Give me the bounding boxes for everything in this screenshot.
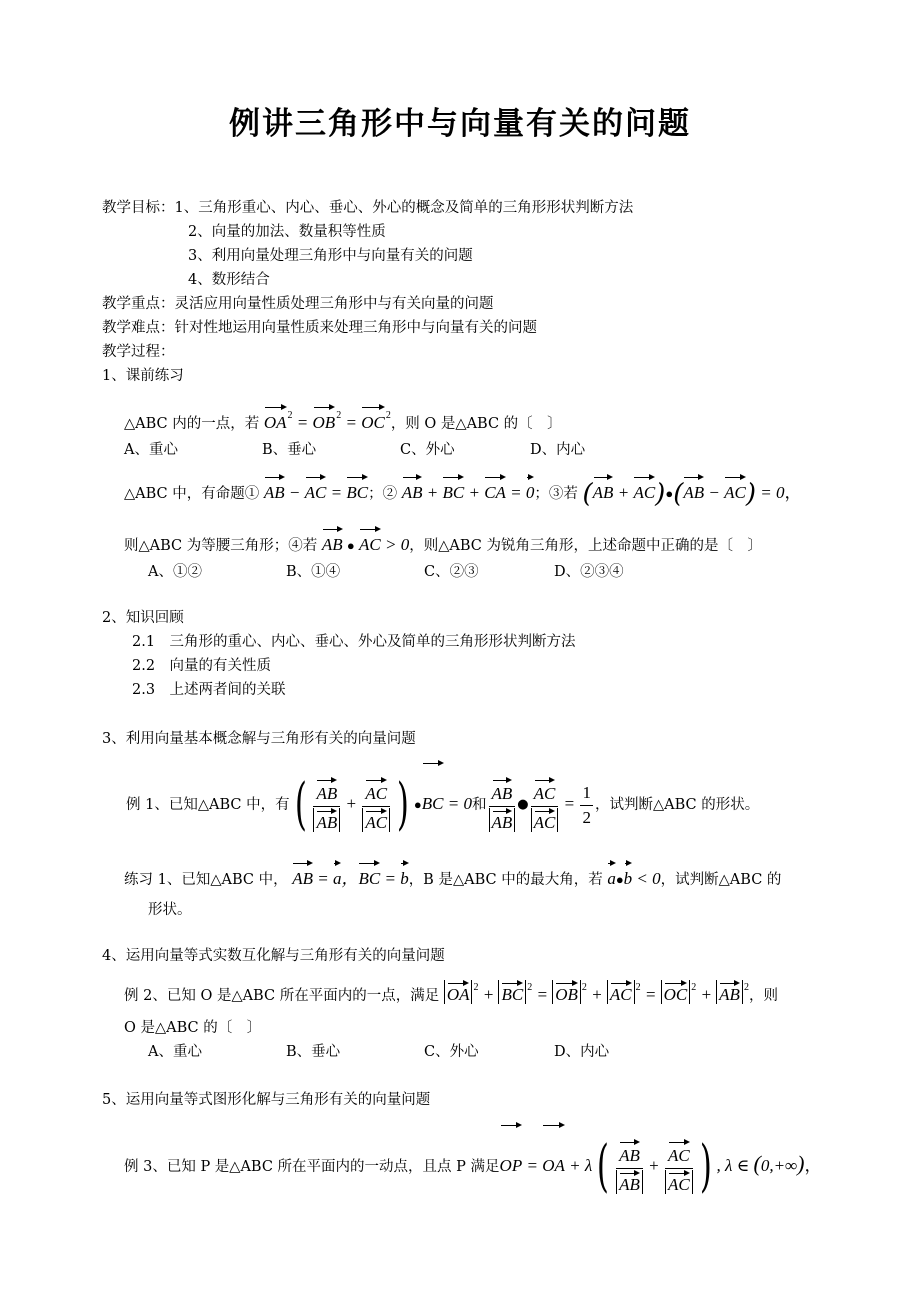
example-1: 例 1、已知△ABC 中，有( $\frac{AB}{AB}$ + $\frac{AC}{AC}$ ) ●BC = 0和 $\frac{AB}{AB}$ ● $\frac{AC}{AC}$ = $\frac{1}{2}$ ，试判断△ABC 的形状。 [126, 760, 759, 836]
ex2-formula: OA $^2$ + BC $^2$ = OB $^2$ + AC $^2$ = OC $^2$ + AB $^2$ [444, 985, 749, 1004]
q2-text-pre: △ABC 中，有命题① [124, 486, 260, 502]
pr1-text-post: ，试判断△ABC 的 [660, 872, 782, 888]
objective-item-1: 1、三角形重心、内心、垂心、外心的概念及简单的三角形形状判断方法 [174, 200, 634, 216]
pr1-formula-2: a●b < 0 [607, 869, 660, 888]
ex3-text-pre: 例 3、已知 P 是△ABC 所在平面内的一动点，且点 P 满足 [124, 1159, 500, 1175]
question-2-line-2 [124, 526, 762, 559]
q1-option-d: D、内心 [530, 442, 586, 458]
section-5-heading: 5、运用向量等式图形化解与三角形有关的向量问题 [102, 1092, 431, 1108]
q1-option-a: A、重心 [124, 442, 178, 458]
ex2-text-post: ，则 [748, 988, 778, 1004]
q1-option-b: B、垂心 [262, 442, 317, 458]
practice-1-line-2: 形状。 [148, 902, 192, 918]
ex2-option-c: C、外心 [424, 1044, 479, 1060]
ex1-text-pre: 例 1、已知△ABC 中，有 [126, 797, 290, 813]
q2-prop-1: AB − AC = BC [264, 483, 368, 502]
difficulty-point: 教学难点：针对性地运用向量性质来处理三角形中与向量有关的问题 [102, 320, 537, 336]
q1-text-post: ，则 O 是△ABC 的〔 〕 [390, 416, 562, 432]
review-item-2: 2.2 向量的有关性质 [132, 658, 272, 674]
example-2-line-2: O 是△ABC 的〔 〕 [124, 1020, 262, 1036]
q2-option-d: D、②③④ [554, 564, 624, 580]
ex1-text-and: 和 [472, 797, 487, 813]
objective-item-3: 3、利用向量处理三角形中与向量有关的问题 [188, 248, 473, 264]
section-1-heading: 1、课前练习 [102, 368, 184, 384]
section-4-heading: 4、运用向量等式实数互化解与三角形有关的向量问题 [102, 948, 445, 964]
q1-option-c: C、外心 [400, 442, 455, 458]
question-2-line-1: △ABC 中，有命题① AB − AC = BC；② AB + BC + CA = 0；③若 (AB + AC)●(AB − AC) = 0， [124, 474, 801, 507]
q2-option-b: B、①④ [286, 564, 341, 580]
process-label: 教学过程： [102, 344, 175, 360]
q2-text-mid2: ；③若 [534, 486, 578, 502]
q2-prop-3: (AB + AC)●(AB − AC) = 0 [583, 483, 785, 502]
q2-prop-4: AB ● AC > 0 [322, 535, 409, 554]
example-2-line-1 [124, 980, 778, 1011]
practice-1-line-1 [124, 860, 781, 893]
key-point: 教学重点：灵活应用向量性质处理三角形中与有关向量的问题 [102, 296, 494, 312]
q1-formula: $OA^2 = OB^2 = OC^2$ [264, 413, 391, 432]
ex2-option-b: B、垂心 [286, 1044, 341, 1060]
q2-prop-2: AB + BC + CA = 0 [402, 483, 535, 502]
q2-line2-post: ，则△ABC 为锐角三角形，上述命题中正确的是〔 〕 [409, 538, 762, 554]
q1-text-pre: △ABC 内的一点，若 [124, 416, 260, 432]
review-item-3: 2.3 上述两者间的关联 [132, 682, 286, 698]
pr1-formula-1: AB = a，BC = b [292, 869, 408, 888]
example-3: 例 3、已知 P 是△ABC 所在平面内的一动点，且点 P 满足OP = OA + λ( $\frac{AB}{AB}$ + $\frac{AC}{AC}$ ) , λ ∈ (0,+∞)， [124, 1122, 822, 1198]
objectives-line-1 [102, 198, 633, 218]
document-title: 例讲三角形中与向量有关的问题 [229, 106, 691, 142]
review-item-1: 2.1 三角形的重心、内心、垂心、外心及简单的三角形形状判断方法 [132, 634, 576, 650]
ex2-option-a: A、重心 [148, 1044, 202, 1060]
ex2-option-d: D、内心 [554, 1044, 610, 1060]
question-1 [124, 404, 562, 439]
ex2-text-pre: 例 2、已知 O 是△ABC 所在平面内的一点，满足 [124, 988, 440, 1004]
objective-item-2: 2、向量的加法、数量积等性质 [188, 224, 386, 240]
section-3-heading: 3、利用向量基本概念解与三角形有关的向量问题 [102, 731, 416, 747]
objective-item-4: 4、数形结合 [188, 272, 270, 288]
pr1-text-pre: 练习 1、已知△ABC 中， [124, 872, 288, 888]
pr1-text-mid: ，B 是△ABC 中的最大角，若 [408, 872, 603, 888]
section-2-heading: 2、知识回顾 [102, 610, 184, 626]
ex1-text-post: ，试判断△ABC 的形状。 [594, 797, 760, 813]
q2-option-a: A、①② [148, 564, 202, 580]
objectives-label: 教学目标： [102, 200, 175, 216]
q2-line2-pre: 则△ABC 为等腰三角形；④若 [124, 538, 318, 554]
q2-option-c: C、②③ [424, 564, 479, 580]
q2-text-mid1: ；② [368, 486, 398, 502]
